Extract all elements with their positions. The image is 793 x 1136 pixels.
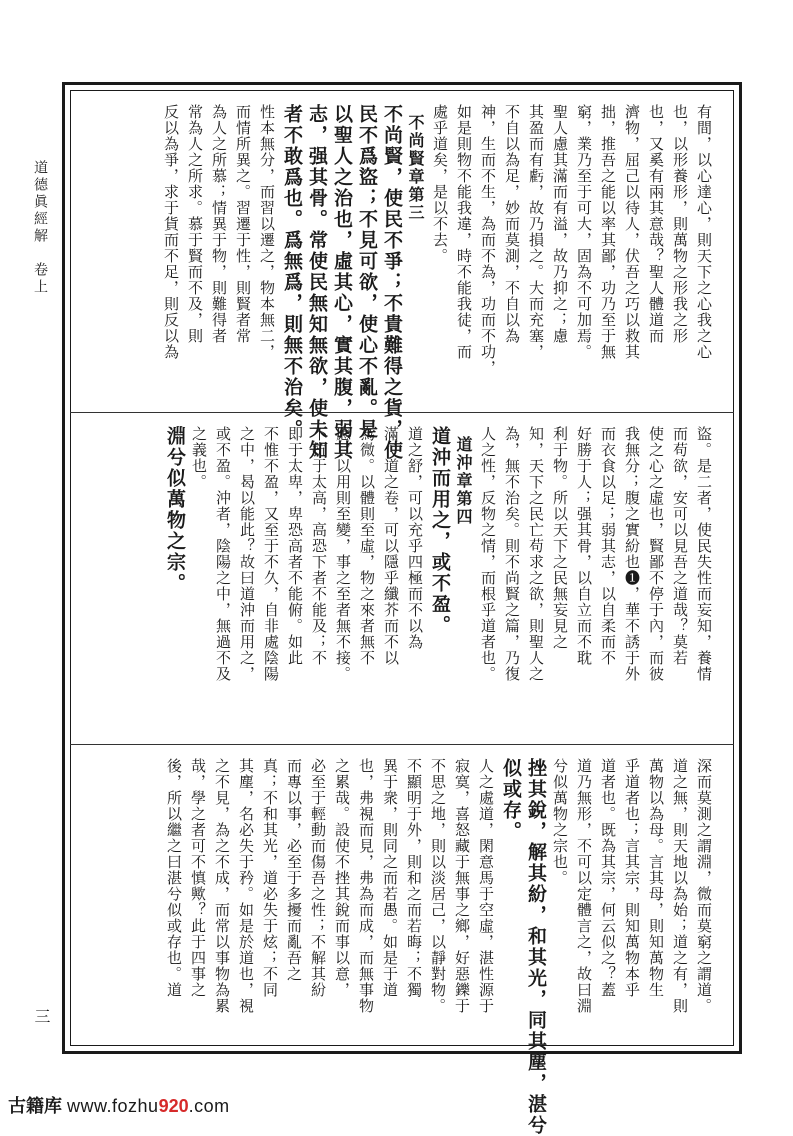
- top-section-column: 反以為爭，求于貨而不足，則反以為: [162, 104, 180, 360]
- bottom-section-column: 後，所以繼之曰湛兮似或存也。道: [165, 758, 183, 998]
- bottom-section-column: 萬物以為母。言其母，則知萬物生: [647, 758, 665, 998]
- top-section-column: 處乎道矣，是以不去。: [431, 104, 449, 264]
- middle-section-column: 之義也。: [190, 426, 208, 490]
- bottom-section-column: 哉，學之者可不慎歟？此于四事之: [189, 758, 207, 998]
- middle-section-column: 盜。是二者，使民失性而妄知，養情: [695, 426, 713, 682]
- top-section-column: 常為人之所求。慕于賢而不及，則: [186, 104, 204, 344]
- middle-section-column: 為微。以體則至虛，物之來者無不: [358, 426, 376, 666]
- bottom-section-column: 深而莫測之謂淵，微而莫窮之謂道。: [695, 758, 713, 1014]
- bottom-section-column: 其塵，名必失于矜。如是於道也，視: [237, 758, 255, 1014]
- bottom-section-column: 道之無，則天地以為始；道之有，則: [671, 758, 689, 1014]
- bottom-section-column: 之不見，為之不成，而常以事物為累: [213, 758, 231, 1014]
- top-section-column: 窮，業乃至于可大，固為不可加焉。: [575, 104, 593, 360]
- middle-section-column: 即于太卑，卑恐高者不能俯。如此: [286, 426, 304, 666]
- bottom-section-column: 乎道者也；言其宗，則知萬物本乎: [623, 758, 641, 998]
- middle-section-column: 道沖章第四: [454, 436, 473, 526]
- top-section-column: 神，生而不生，為而不為，功而不功，: [479, 104, 497, 376]
- top-section-column: 志，强其骨。常使民無知無欲，使夫知: [306, 104, 328, 461]
- page-number: 三: [32, 1008, 51, 1024]
- top-section-column: 者不敢爲也。爲無爲，則無不治矣。: [281, 104, 303, 440]
- bottom-section-column: 兮似萬物之宗也。: [551, 758, 569, 886]
- bottom-section-column: 不思之地，則以淡居己，以靜對物。: [429, 758, 447, 1014]
- top-section-column: 濟物，屈己以待人，伏吾之巧以救其: [623, 104, 641, 360]
- top-section-column: 不自以為足，妙而莫測，不自以為: [503, 104, 521, 344]
- watermark-url-number: 920: [158, 1096, 189, 1116]
- middle-section-column: 使之心之虛也，賢鄙不停于內，而彼: [647, 426, 665, 682]
- top-section-column: 為人之所慕；情異于物，則難得者: [210, 104, 228, 344]
- middle-section-column: 知，天下之民亡苟求之欲，則聖人之: [527, 426, 545, 682]
- middle-section-column: 為，無不治矣。則不尚賢之篇，乃復: [503, 426, 521, 682]
- middle-section-column: 或不盈。沖者，陰陽之中，無過不及: [214, 426, 232, 682]
- bottom-section-column: 異于衆，則同之而若愚。如是于道: [381, 758, 399, 998]
- middle-section-column: 而苟欲，安可以見吾之道哉？莫若: [671, 426, 689, 666]
- top-section-column: 民不爲盜；不見可欲，使心不亂。是: [356, 104, 378, 440]
- middle-section-column: 人之性，反物之情，而根乎道者也。: [479, 426, 497, 682]
- site-watermark: [8, 1092, 230, 1118]
- book-title: 道德眞經解 卷上: [32, 160, 48, 296]
- top-section-column: 而情所異之。習遷于性，則賢者常: [234, 104, 252, 344]
- bottom-section-column: 必至于輕動而傷吾之性；不解其紛: [309, 758, 327, 998]
- middle-section-column: 道之舒，可以充乎四極而不以為: [406, 426, 424, 650]
- bottom-section-column: 人之處道，閑意馬于空虛，湛性源于: [477, 758, 495, 1014]
- bottom-section-column: 道者也。既為其宗，何云似之？蓋: [599, 758, 617, 998]
- bottom-section-column: 也，弗視而見，弗為而成，而無事物: [357, 758, 375, 1014]
- top-section-column: 也，以形養形，則萬物之形我之形: [671, 104, 689, 344]
- top-section-column: 不尚賢，使民不爭；不貴難得之貨，使: [381, 104, 403, 461]
- middle-section-column: 我無分；腹之實紛也❶，華不誘于外: [623, 426, 641, 682]
- top-section-column: 不尚賢章第三: [406, 114, 425, 222]
- middle-section-column: 不抗于太高，高恐下者不能及；不: [310, 426, 328, 666]
- middle-section-column: 滿；道之卷，可以隱乎纖芥而不以: [382, 426, 400, 666]
- bottom-section-column: 道乃無形，不可以定體言之，故曰淵: [575, 758, 593, 1014]
- middle-section-column: 之中，曷以能此？故曰道沖而用之，: [238, 426, 256, 682]
- middle-section-column: 淵兮似萬物之宗。: [164, 426, 186, 594]
- top-section-column: 聖人慮其滿而有溢，故乃抑之；慮: [551, 104, 569, 344]
- bottom-section-column: 真；不和其光，道必失于炫；不同: [261, 758, 279, 998]
- watermark-url-suffix: .com: [188, 1096, 230, 1116]
- bottom-section-column: 似或存。: [500, 758, 522, 842]
- middle-section-column: 應，以用則至變，事之至者無不接。: [334, 426, 352, 682]
- middle-section-column: 而衣食以足；弱其志，以自柔而不: [599, 426, 617, 666]
- bottom-section-column: 不顯明于外，則和之而若晦；不獨: [405, 758, 423, 998]
- bottom-section-column: 寂寞，喜怒藏于無事之鄉，好惡鑠于: [453, 758, 471, 1014]
- top-section-column: 其盈而有虧，故乃損之。大而充塞，: [527, 104, 545, 360]
- middle-section-column: 利于物。所以天下之民無妄見之: [551, 426, 569, 650]
- top-section-column: 以聖人之治也，虛其心，實其腹，弱其: [331, 104, 353, 461]
- top-section-column: 有間，以心達心，則天下之心我之心: [695, 104, 713, 360]
- bottom-section-column: 之累哉。設使不挫其銳而事以意，: [333, 758, 351, 998]
- middle-section-column: 不惟不盈，又至于不久，自非處陰陽: [262, 426, 280, 682]
- top-section-column: 也，又奚有兩其意哉？聖人體道而: [647, 104, 665, 344]
- middle-section-column: 道沖而用之，或不盈。: [429, 426, 451, 636]
- bottom-section-column: 挫其銳，解其紛，和其光，同其塵，湛兮: [525, 758, 547, 1136]
- bottom-section-column: 而專以事，必至于多擾而亂吾之: [285, 758, 303, 982]
- watermark-site: 古籍库: [8, 1096, 62, 1116]
- watermark-url-prefix: www.fozhu: [67, 1096, 159, 1116]
- top-section-column: 性本無分，而習以遷之，物本無二，: [258, 104, 276, 360]
- middle-section-column: 好勝于人；强其骨，以自立而不耽: [575, 426, 593, 666]
- top-section-column: 如是則物不能我違，時不能我徒，而: [455, 104, 473, 360]
- section-divider-bottom: [70, 744, 734, 745]
- top-section-column: 拙，推吾之能以率其鄙，功乃至于無: [599, 104, 617, 360]
